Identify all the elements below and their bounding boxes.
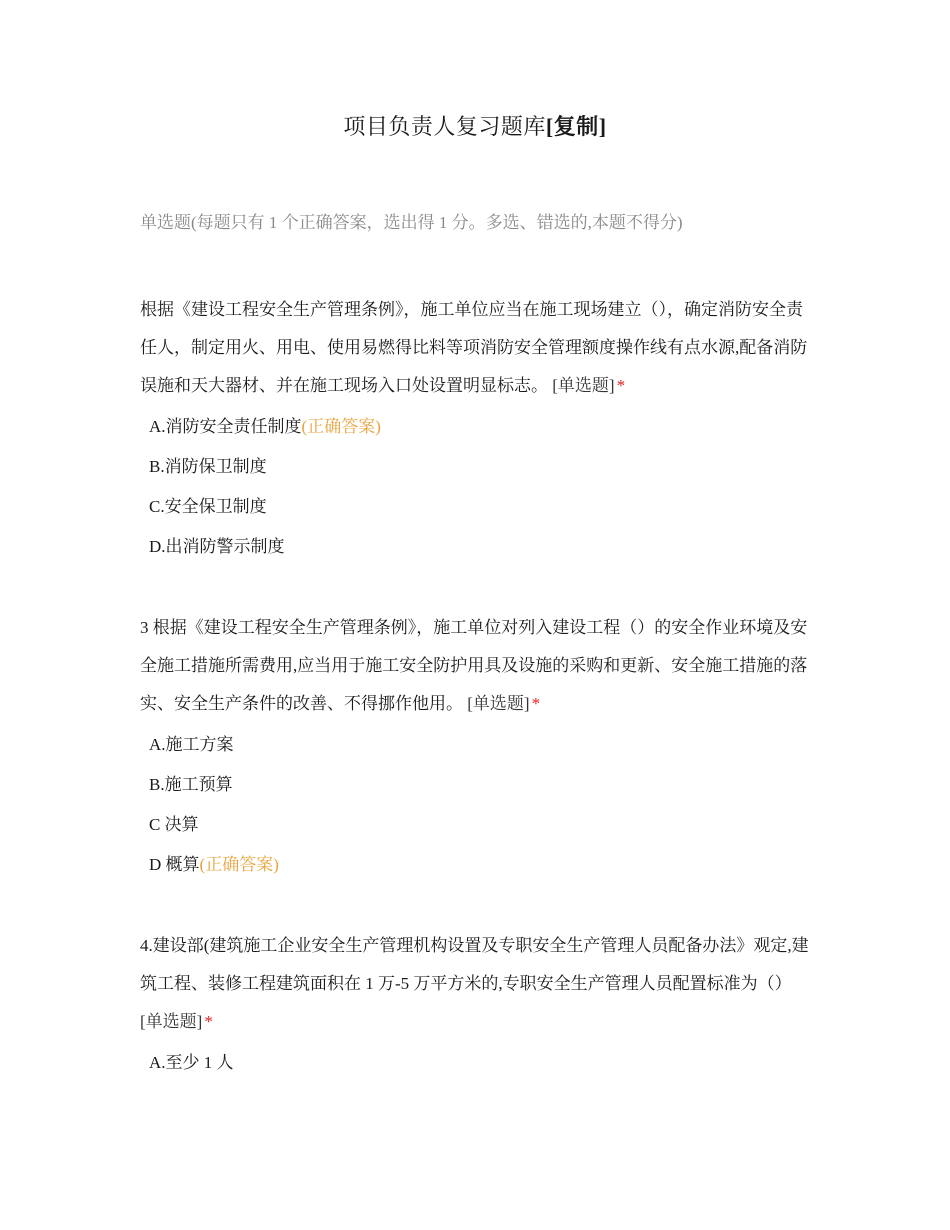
title-suffix: [复制] bbox=[545, 114, 607, 139]
required-marker: * bbox=[204, 1012, 213, 1031]
option-b[interactable] bbox=[149, 447, 816, 487]
question-body: 根据《建设工程安全生产管理条例》，施工单位应当在施工现场建立（），确定消防安全责任人，制定用火、用电、使用易燃得比料等项消防安全管理额度操作线有点水源,配备消防误施和天大器材、并在施工现场入口处设置明显标志。 bbox=[140, 300, 808, 395]
title-text: 项目负责人复习题库 bbox=[343, 114, 546, 139]
question-type-label: [单选题] bbox=[467, 694, 530, 713]
option-label: A.消防安全责任制度 bbox=[149, 417, 302, 436]
option-label: A.至少 1 人 bbox=[149, 1053, 234, 1072]
option-b[interactable] bbox=[149, 765, 816, 805]
question-2 bbox=[140, 609, 816, 885]
question-1 bbox=[140, 291, 816, 567]
option-d[interactable] bbox=[149, 845, 816, 885]
correct-answer-marker: (正确答案) bbox=[301, 417, 381, 436]
option-label: B.施工预算 bbox=[149, 775, 233, 794]
option-c[interactable] bbox=[149, 805, 816, 845]
question-body: 4.建设部(建筑施工企业安全生产管理机构设置及专职安全生产管理人员配备办法》观定,建筑工程、装修工程建筑面积在 1 万-5 万平方米的,专职安全生产管理人员配置标准为（） bbox=[140, 936, 809, 993]
required-marker: * bbox=[531, 694, 541, 713]
option-a[interactable] bbox=[149, 725, 816, 765]
section-description: 单选题(每题只有 1 个正确答案，选出得 1 分。多选、错选的,本题不得分) bbox=[140, 213, 683, 232]
question-text bbox=[140, 291, 816, 405]
required-marker: * bbox=[616, 376, 626, 395]
question-text bbox=[140, 927, 816, 1041]
option-label: C.安全保卫制度 bbox=[149, 497, 267, 516]
option-a[interactable] bbox=[149, 1043, 816, 1083]
option-label: D.出消防警示制度 bbox=[149, 537, 285, 556]
question-type-label: [单选题] bbox=[552, 376, 615, 395]
option-d[interactable] bbox=[149, 527, 816, 567]
question-body: 3 根据《建设工程安全生产管理条例》，施工单位对列入建设工程（）的安全作业环境及安全施工措施所需费用,应当用于施工安全防护用具及设施的采购和更新、安全施工措施的落实、安全生产条件的改善、不得挪作他用。 bbox=[140, 618, 808, 713]
page-title bbox=[0, 110, 950, 141]
option-a[interactable] bbox=[149, 407, 816, 447]
option-label: A.施工方案 bbox=[149, 735, 234, 754]
option-label: D 概算 bbox=[149, 855, 200, 874]
question-3 bbox=[140, 927, 816, 1083]
question-text bbox=[140, 609, 816, 723]
option-c[interactable] bbox=[149, 487, 816, 527]
option-label: B.消防保卫制度 bbox=[149, 457, 267, 476]
question-type-label: [单选题] bbox=[140, 1012, 203, 1031]
option-label: C 决算 bbox=[149, 815, 199, 834]
correct-answer-marker: (正确答案) bbox=[199, 855, 279, 874]
